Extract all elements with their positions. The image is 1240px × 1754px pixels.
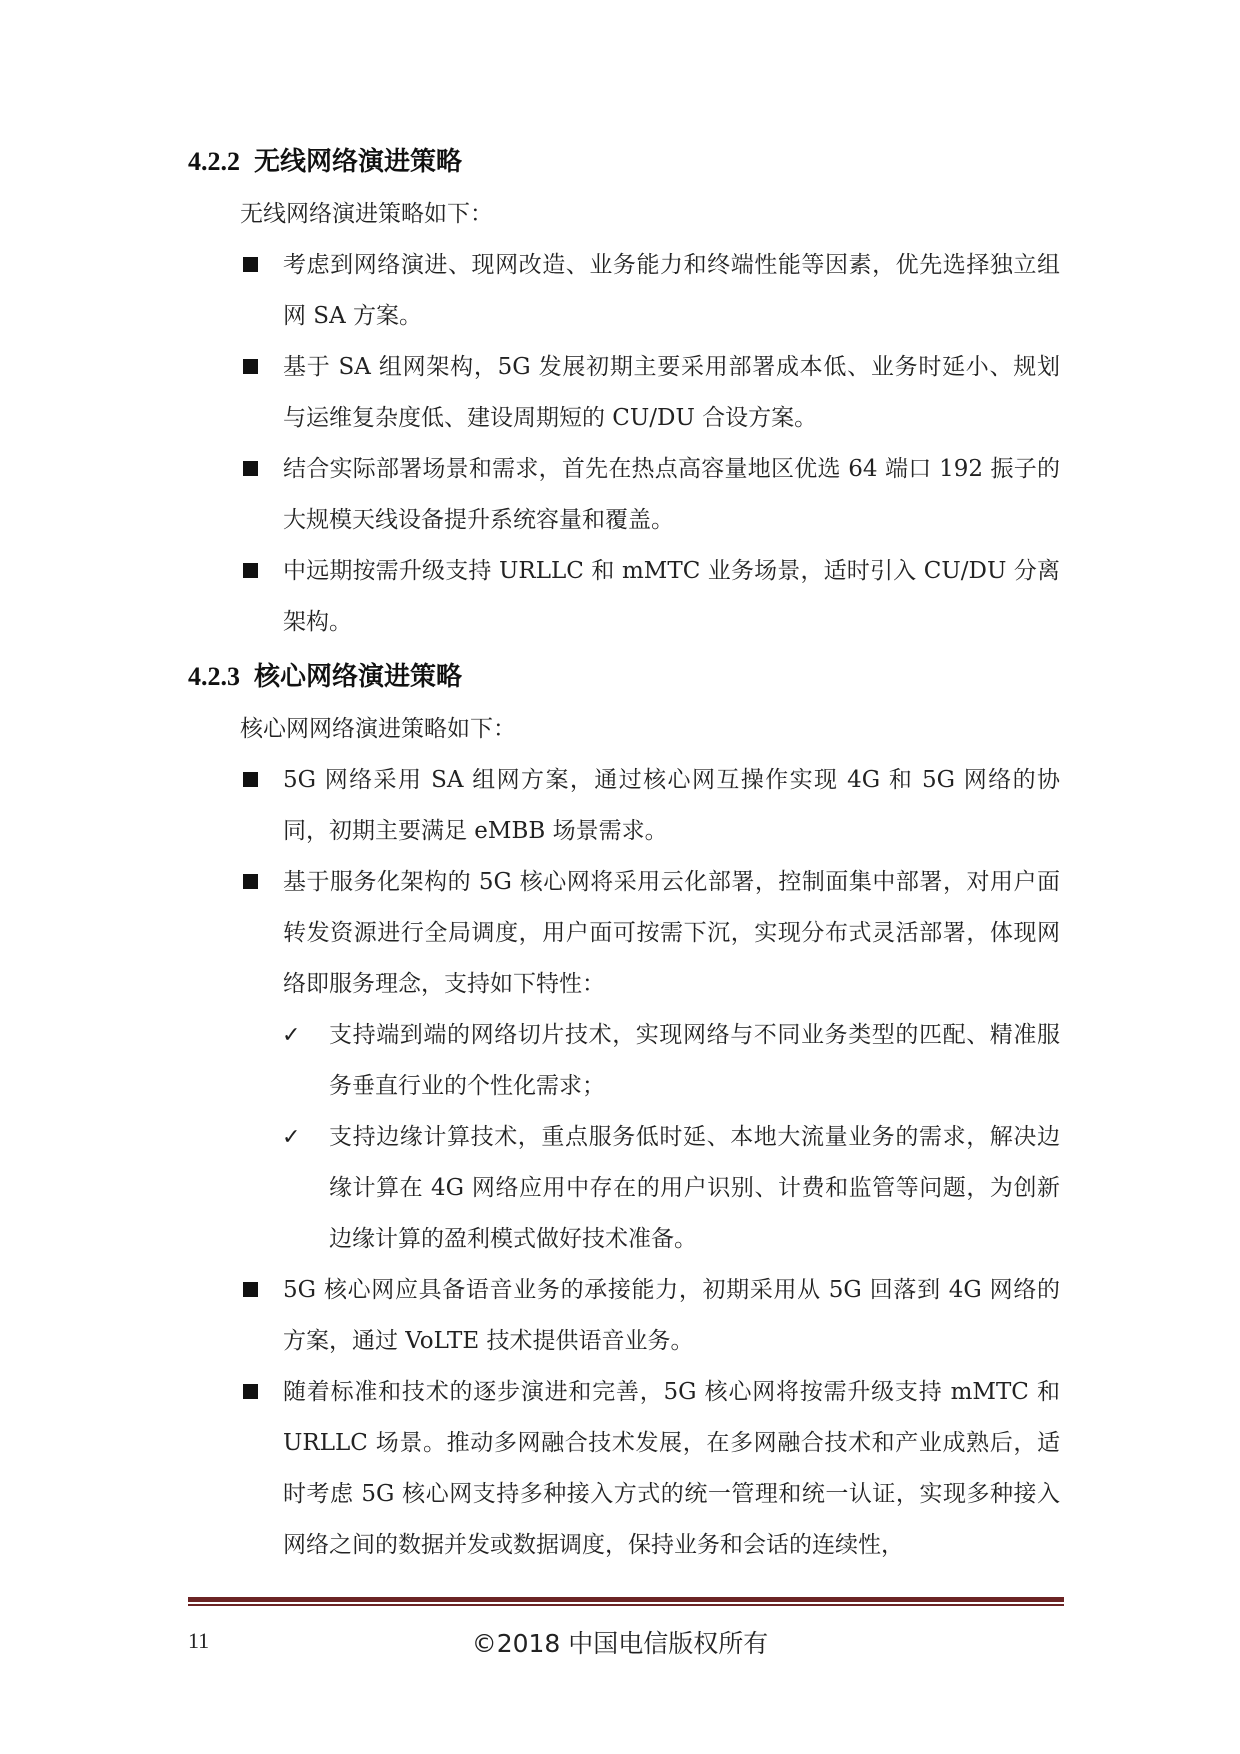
footer-rule [188, 1597, 1064, 1606]
sub-list-item: ✓ 支持端到端的网络切片技术，实现网络与不同业务类型的匹配、精准服务垂直行业的个性化需求； [188, 1010, 1060, 1112]
list-item: 结合实际部署场景和需求，首先在热点高容量地区优选 64 端口 192 振子的大规模天线设备提升系统容量和覆盖。 [188, 444, 1060, 546]
section-heading: 4.2.3 核心网络演进策略 [188, 662, 463, 692]
square-bullet-icon [243, 563, 258, 578]
section-heading: 4.2.2 无线网络演进策略 [188, 147, 463, 177]
page-number: 11 [188, 1628, 210, 1653]
list-item: 中远期按需升级支持 URLLC 和 mMTC 业务场景，适时引入 CU/DU 分离架构。 [188, 546, 1060, 648]
square-bullet-icon [243, 461, 258, 476]
checkmark-icon: ✓ [282, 1023, 301, 1048]
square-bullet-icon [243, 1282, 258, 1297]
list-item: 基于 SA 组网架构，5G 发展初期主要采用部署成本低、业务时延小、规划与运维复杂度低、建设周期短的 CU/DU 合设方案。 [188, 342, 1060, 444]
list-item: 随着标准和技术的逐步演进和完善，5G 核心网将按需升级支持 mMTC 和 URLLC 场景。推动多网融合技术发展，在多网融合技术和产业成熟后，适时考虑 5G 核心网支持多种接入方式的统一管理和统一认证，实现多种接入网络之间的数据并发或数据调度，保持业务和会话的连续性， [188, 1367, 1060, 1571]
document-body [188, 135, 1060, 1571]
square-bullet-icon [243, 874, 258, 889]
square-bullet-icon [243, 359, 258, 374]
list-item: 考虑到网络演进、现网改造、业务能力和终端性能等因素，优先选择独立组网 SA 方案。 [188, 240, 1060, 342]
list-item: 5G 网络采用 SA 组网方案，通过核心网互操作实现 4G 和 5G 网络的协同，初期主要满足 eMBB 场景需求。 [188, 755, 1060, 857]
checkmark-icon: ✓ [282, 1125, 301, 1150]
section-intro: 无线网络演进策略如下： [240, 201, 493, 227]
square-bullet-icon [243, 772, 258, 787]
copyright-notice: ©2018 中国电信版权所有 [471, 1629, 769, 1658]
list-item: 5G 核心网应具备语音业务的承接能力，初期采用从 5G 回落到 4G 网络的方案，通过 VoLTE 技术提供语音业务。 [188, 1265, 1060, 1367]
section-intro: 核心网网络演进策略如下： [240, 716, 516, 742]
list-item: 基于服务化架构的 5G 核心网将采用云化部署，控制面集中部署，对用户面转发资源进行全局调度，用户面可按需下沉，实现分布式灵活部署，体现网络即服务理念，支持如下特性： [188, 857, 1060, 1010]
square-bullet-icon [243, 257, 258, 272]
sub-list-item: ✓ 支持边缘计算技术，重点服务低时延、本地大流量业务的需求，解决边缘计算在 4G 网络应用中存在的用户识别、计费和监管等问题，为创新边缘计算的盈利模式做好技术准备。 [188, 1112, 1060, 1265]
square-bullet-icon [243, 1384, 258, 1399]
